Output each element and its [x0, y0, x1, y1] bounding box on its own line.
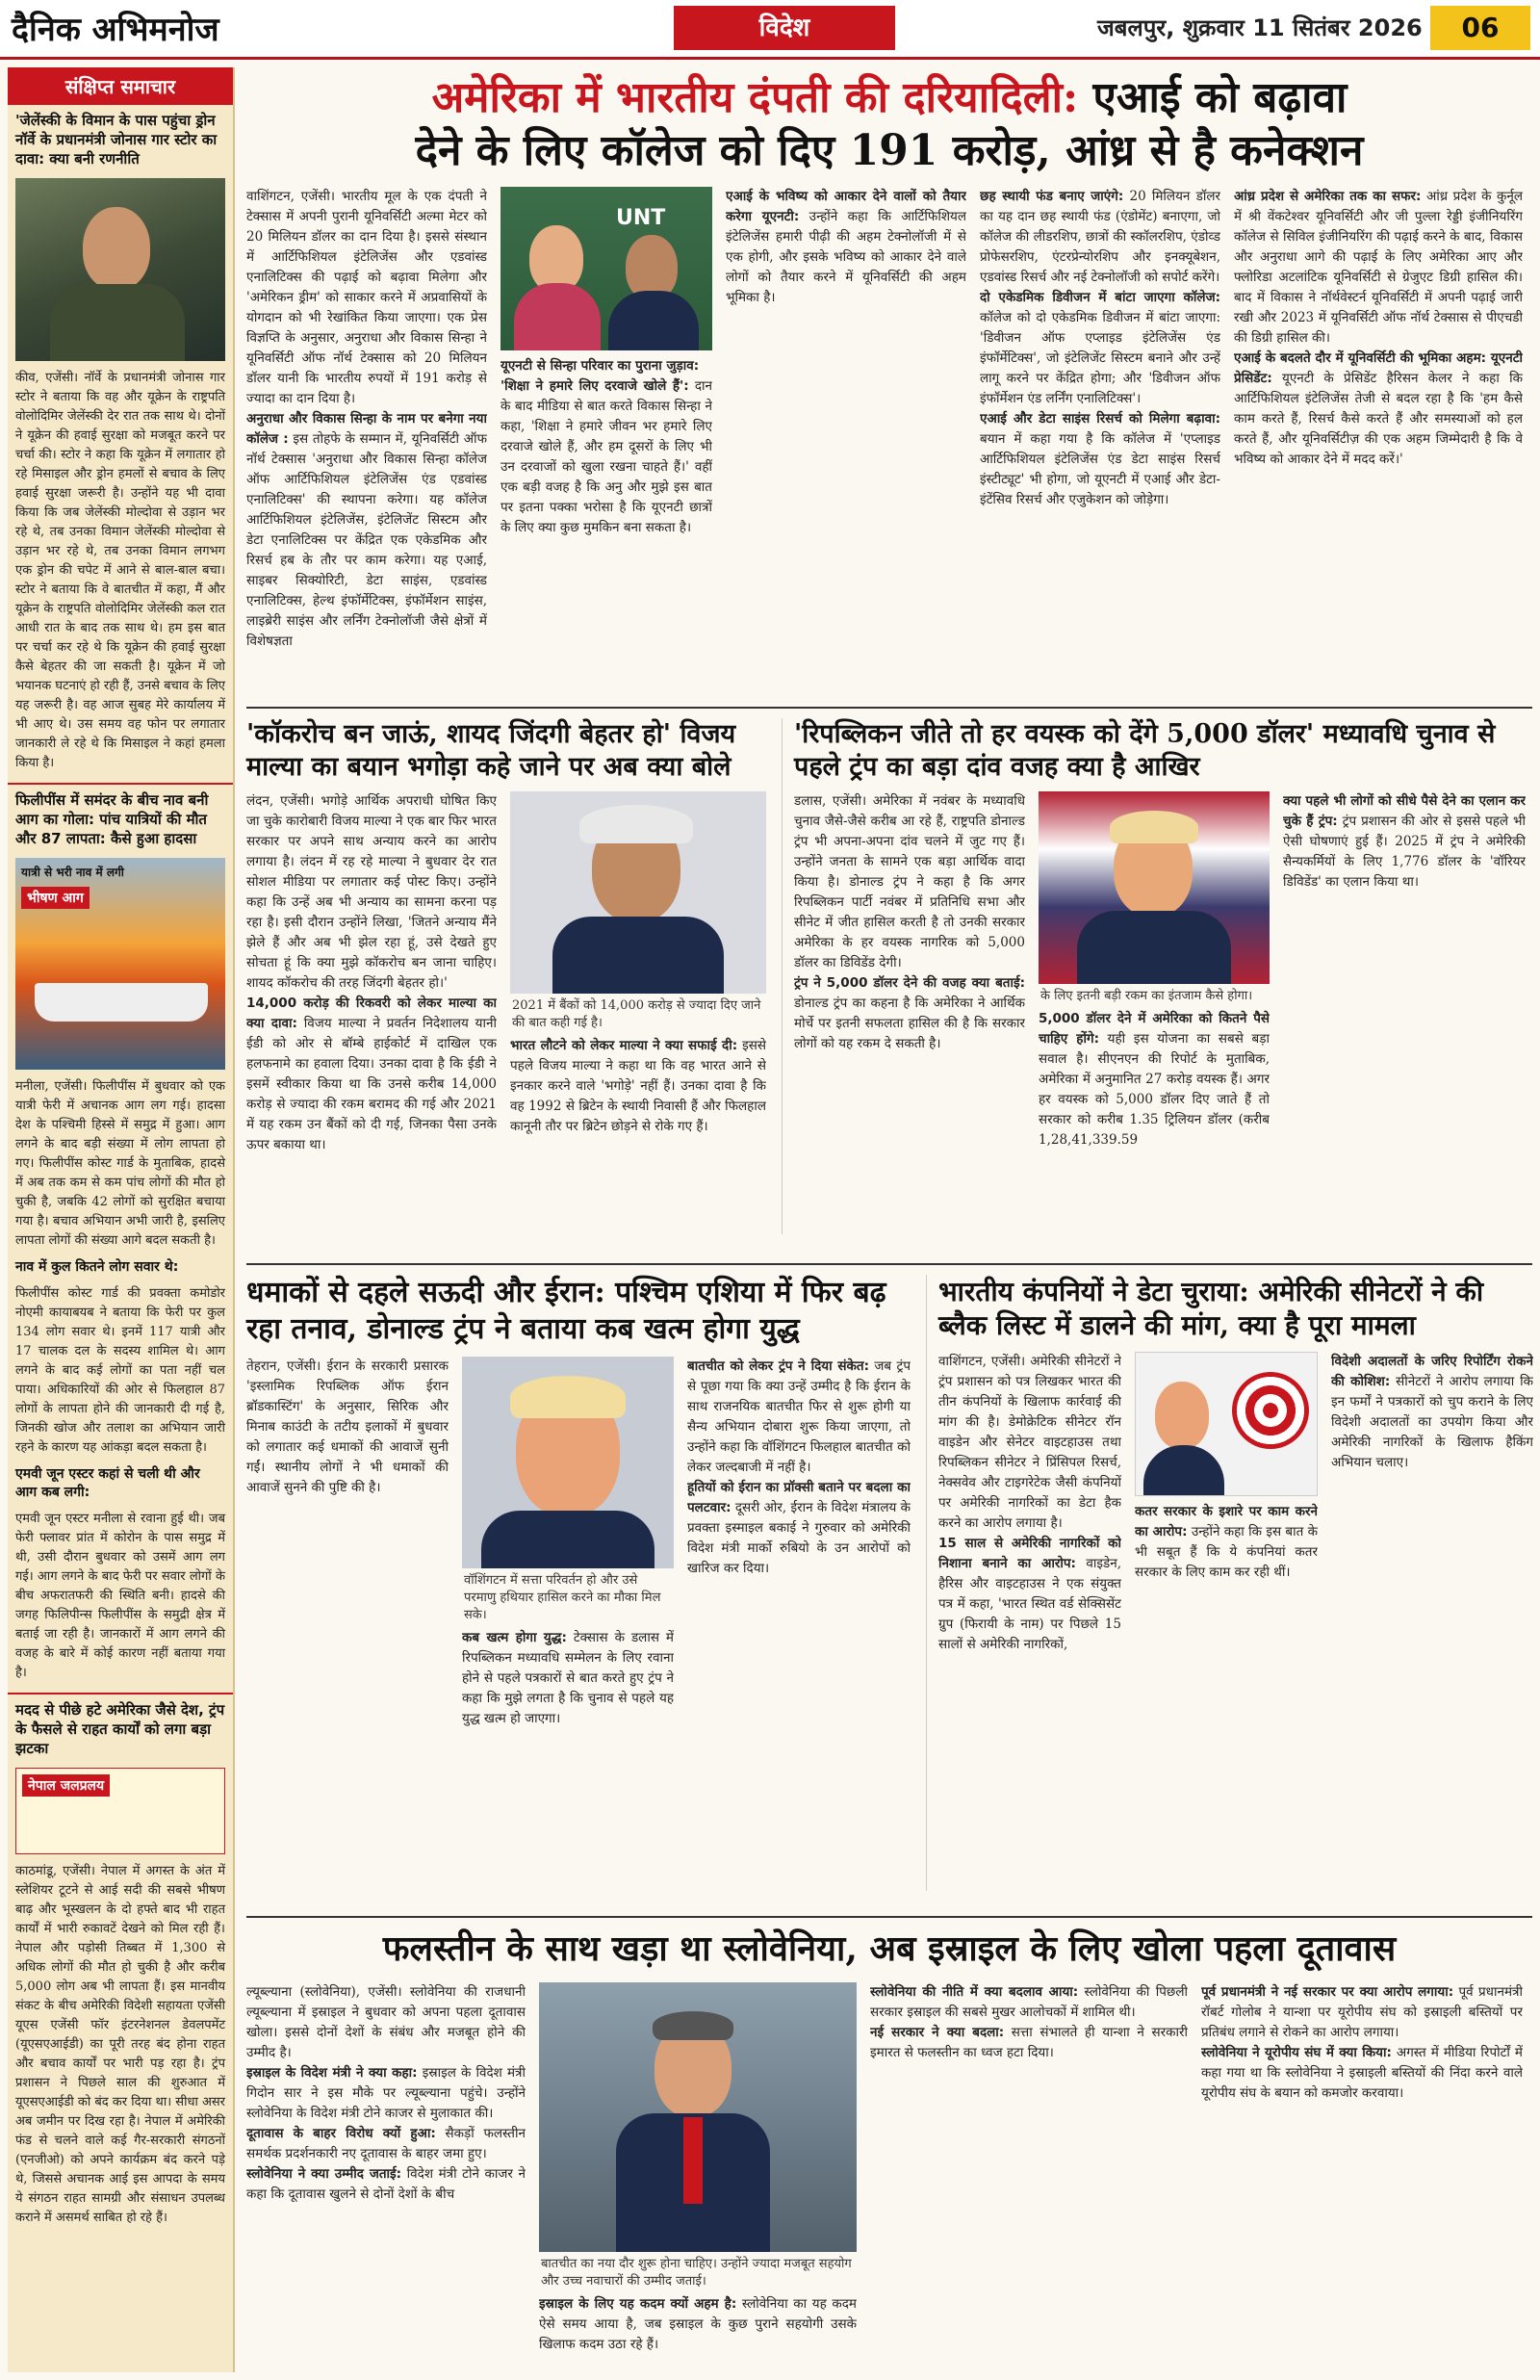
saudi-iran-text-4: दूसरी ओर, ईरान के विदेश मंत्रालय के प्रवक्ता इस्माइल बकाई ने गुरुवार को अमेरिकी विदेश मंत्री मार्को रुबियो के उन आरोपों को खारिज कर दिया। [687, 1500, 911, 1576]
lead-text-4: उन्होंने कहा कि आर्टिफिशियल इंटेलिजेंस हमारी पीढ़ी की अहम टेक्नोलॉजी में से एक होगी, और इसके भविष्य को आकार देने वाले लोगों को तैयार करने में यूनिवर्सिटी की अहम भूमिका है। [726, 209, 966, 305]
slovenia-sub-3: स्लोवेनिया ने क्या उम्मीद जताई: [246, 2166, 402, 2182]
slovenia-sub-1: इस्राइल के विदेश मंत्री ने क्या कहा: [246, 2065, 418, 2081]
mallya-photo-caption: 2021 में बैंकों को 14,000 करोड़ से ज्यादा दिए जाने की बात कही गई है। [512, 997, 761, 1030]
ferry-fire-caption: यात्री से भरी नाव में लगी [21, 866, 124, 879]
gideon-saar-photo [539, 1982, 857, 2252]
lead-sub-3: एआई के भविष्य को आकार देने वालों को तैयार करेगा यूएनटी: [726, 189, 966, 224]
trump-dividend-headline-black: मध्यावधि चुनाव से पहले ट्रंप का बड़ा दांव वजह क्या है आखिर [794, 719, 1496, 782]
brief-title-nepal: मदद से पीछे हटे अमेरिका जैसे देश, ट्रंप के फैसले से राहत कार्यों को लगा बड़ा झटका [8, 1693, 233, 1764]
sinha-couple-photo [500, 187, 712, 350]
trump-portrait-photo [462, 1357, 674, 1568]
row-three [246, 1275, 1532, 1910]
brief-body-zelensky: कीव, एजेंसी। नॉर्वे के प्रधानमंत्री जोनास गार स्टोर ने बताया कि वह और यूक्रेन के राष्ट्रपति वोलोदिमिर जेलेंस्की देर रात तक साथ थे। दोनों ने यूक्रेन की हवाई सुरक्षा को मजबूत करने पर चर्चा की। स्टोर ने कहा कि यूक्रेन में लगातार हो रहे मिसाइल और ड्रोन हमलों से बचाव के लिए हवाई सुरक्षा जरूरी है। उन्होंने यह भी दावा किया कि जब जेलेंस्की मोल्दोवा से उड़ान भर रहे थे, तब उनका विमान जेलेंस्की मोल्दोवा से उड़ान भर रहे थे, तब उनका विमान लगभग एक ड्रोन की चपेट में आने से बाल-बाल बचा। स्टोर ने बताया कि वे बातचीत में कहा, मैं और यूक्रेन के राष्ट्रपति वोलोदिमिर जेलेंस्की कल रात आधी रात के बाद तक साथ थे। हम इस बात पर चर्चा कर रहे थे कि यूक्रेन की हवाई सुरक्षा कैसे बेहतर की जा सकती है। यूक्रेन में जो भयानक घटनाएं हो रही हैं, उनसे बचाव के लिए यह जरूरी है। वह आज सुबह मेरे कार्यालय में भी आए थे। उस समय वह फोन पर लगातार जानकारी ले रहे थे कि मिसाइल ने कहां हमला किया है। [15, 371, 225, 770]
data-theft-text-2: वाइडेन, हैरिस और वाइटहाउस ने एक संयुक्त पत्र में कहा, 'भारत स्थित वर्ड सेक्सिसेंट ग्रुप (फिरायी के नाम) पर पिछले 15 सालों से अमेरिकी नागरिकों, [938, 1556, 1121, 1652]
ferry-fire-photo [15, 858, 225, 1070]
slovenia-text-9: अगस्त में मीडिया रिपोर्टों में कहा गया था कि स्लोवेनिया ने इस्राइली बस्तियों की निंदा करने वाले यूरोपीय संघ के बयान को कमजोर करवाया। [1201, 2045, 1523, 2101]
trump-dividend-sub-1: ट्रंप ने 5,000 डॉलर देने की वजह क्या बताई: [794, 974, 1025, 991]
slovenia-text-6: स्लोवेनिया की पिछली सरकार इस्राइल की सबसे मुखर आलोचकों में शामिल थी। [870, 1984, 1188, 2020]
saudi-iran-sub-1: कब खत्म होगा युद्ध: [462, 1630, 567, 1645]
saudi-iran-text-1: तेहरान, एजेंसी। ईरान के सरकारी प्रसारक 'इस्लामिक रिपब्लिक ऑफ ईरान ब्रॉडकास्टिंग' के अनुसार, सिरिक और मिनाब काउंटी के तटीय इलाकों में बुधवार को लगातार कई धमाकों की आवाजें सुनी गईं। स्थानीय लोगों ने भी धमाकों की आवाजें सुनने की पुष्टि की है। [246, 1358, 449, 1495]
mallya-sub-2: भारत लौटने को लेकर माल्या ने क्या सफाई दी: [510, 1037, 738, 1053]
newspaper-logo: दैनिक अभिमनोज [12, 11, 219, 49]
lead-sub-6: एआई और डेटा साइंस रिसर्च को मिलेगा बढ़ावा: [980, 411, 1220, 427]
lead-sub-2: 'शिक्षा ने हमारे लिए दरवाजे खोले हैं': [500, 378, 689, 394]
lead-text-8: आंध्र प्रदेश के कुर्नूल में श्री वेंकटेश्वर यूनिवर्सिटी और जी पुल्ला रेड्डी इंजीनियरिंग कॉलेज से सिविल इंजीनियरिंग की पढ़ाई करने के बाद, विकास और अनुराधा आगे की पढ़ाई के लिए अमेरिका आए और फ्लोरिडा अटलांटिक यूनिवर्सिटी से ग्रेजुएट डिग्री हासिल की। बाद में विकास ने नॉर्थवेस्टर्न यूनिवर्सिटी में अपनी पढ़ाई जारी रखी और 2023 में यूनिवर्सिटी ऑफ नॉर्थ टेक्सास से पीएचडी की डिग्री हासिल की। [1234, 189, 1523, 346]
data-theft-sub-1: 15 साल से अमेरिकी नागरिकों को निशाना बनाने का आरोप: [938, 1536, 1121, 1571]
trump-dividend-text-4: ट्रंप प्रशासन की ओर से इससे पहले भी ऐसी घोषणाएं हुई हैं। 2025 में ट्रंप ने अमेरिकी सैन्यकर्मियों के लिए 1,776 डॉलर के 'वॉरियर डिविडेंड' का एलान किया था। [1283, 813, 1526, 890]
trump-dividend-sub-3: क्या पहले भी लोगों को सीधे पैसे देने का एलान कर चुके हैं ट्रंप: [1283, 792, 1526, 829]
lead-text-9: यूएनटी के प्रेसिडेंट हैरिसन केलर ने कहा कि आर्टिफिशियल इंटेलिजेंस तेजी से बदल रहा है कि 'हम कैसे काम करते हैं, रिसर्च कैसे करते हैं और समस्याओं को हल करते हैं, और यूनिवर्सिटीज़ की एक अहम जिम्मेदारी है कि वे भविष्य को आकार देने में मदद करें।' [1234, 371, 1523, 467]
lead-text-3: दान के बाद मीडिया से बात करते विकास सिन्हा ने कहा, 'शिक्षा ने हमारे जीवन भर हमारे लिए दरवाजे खोले हैं, और हम दूसरों के लिए भी उन दरवाजों को खुला रखना चाहते हैं।' वहीं एक बड़ी वजह है कि अनु और मुझे इस बात पर इतना पक्का भरोसा है कि यूएनटी छात्रों के लिए क्या कुछ मुमकिन बना सकता है। [500, 378, 712, 535]
lead-text-5: 20 मिलियन डॉलर का यह दान छह स्थायी फंड (एंडोमेंट) बनाएगा, जो कॉलेज की लीडरशिप, छात्रों की स्कॉलरशिप, एंडोव्ड प्रोफेसरशिप, एंटरप्रेन्योरशिप और इनक्यूबेशन, एडवांस्ड रिसर्च और नई टेक्नोलॉजी को सपोर्ट करेंगे। [980, 189, 1220, 285]
brief-title-philippines: फिलीपींस में समंदर के बीच नाव बनी आग का गोला: पांच यात्रियों की मौत और 87 लापता: कैसे हुआ हादसा [8, 783, 233, 854]
zelensky-photo [15, 178, 225, 361]
data-theft-headline-red: भारतीय कंपनियों ने डेटा चुराया: [938, 1276, 1249, 1307]
lead-story [246, 187, 1532, 697]
data-theft-text-1: वाशिंगटन, एजेंसी। अमेरिकी सीनेटरों ने ट्रंप प्रशासन को पत्र लिखकर भारत की तीन कंपनियों के खिलाफ कार्रवाई की मांग की है। डेमोक्रेटिक सीनेटर रॉन वाइडेन और सेनेटर वाइटहाउस तथा रिपब्लिकन सीनेटर ने प्रिंसिपल रिसर्च, नेक्सवेव और टाइगरेटेक जैसी कंपनियों पर अमेरिकी नागरिकों का डेटा हैक करने का आरोप लगाया है। [938, 1354, 1121, 1531]
slovenia-photo-caption: बातचीत का नया दौर शुरू होना चाहिए। उन्होंने ज्यादा मजबूत सहयोग और उच्च नवाचारों की उम्मीद जताई। [541, 2257, 852, 2289]
trump-dividend-text-3: यही इस योजना का सबसे बड़ा सवाल है। सीएनएन की रिपोर्ट के मुताबिक, अमेरिका में अनुमानित 27 करोड़ वयस्क हैं। अगर हर वयस्क को 5,000 डॉलर दिए जाते हैं तो सरकार को करीब 1.35 ट्रिलियन डॉलर (करीब 1,28,41,339.59 [1039, 1030, 1270, 1148]
trump-dividend-text-1: डलास, एजेंसी। अमेरिका में नवंबर के मध्यावधि चुनाव जैसे-जैसे करीब आ रहे हैं, राष्ट्रपति डोनाल्ड ट्रंप भी अपना-अपना दांव चलने में जुट गए हैं। उन्होंने जनता के सामने एक बड़ा आर्थिक वादा किया है। डोनाल्ड ट्रंप ने कहा है कि अगर रिपब्लिकन पार्टी नवंबर में प्रतिनिधि सभा और सीनेट में जीत हासिल करती है तो उनकी सरकार अमेरिका के हर वयस्क नागरिक को 5,000 डॉलर का डिविडेंड देगी। [794, 792, 1025, 970]
trump-dividend-story [782, 718, 1532, 1234]
slovenia-sub-8: स्लोवेनिया ने यूरोपीय संघ में क्या किया: [1201, 2045, 1392, 2060]
mallya-headline-black: विजय माल्या का बयान भगोड़ा कहे जाने पर अब क्या बोले [246, 719, 736, 782]
trump-dividend-text-2: डोनाल्ड ट्रंप का कहना है कि अमेरिका ने आर्थिक मोर्चे पर इतनी सफलता हासिल की है कि सरकार लोगों को यह रकम दे सकती है। [794, 995, 1025, 1051]
brief-title-zelensky: 'जेलेंस्की के विमान के पास पहुंचा ड्रोन नॉर्वे के प्रधानमंत्री जोनास गार स्टोर का दावा: क्या बनी रणनीति [15, 112, 218, 168]
slovenia-text-5: स्लोवेनिया का यह कदम ऐसे समय आया है, जब इस्राइल के कुछ पुराने सहयोगी उसके खिलाफ कदम उठा रहे हैं। [539, 2296, 857, 2352]
lead-sub-5: दो एकेडमिक डिवीजन में बांटा जाएगा कॉलेज: [980, 290, 1220, 305]
lead-text-6: कॉलेज को दो एकेडमिक डिवीजन में बांटा जाएगा: 'डिवीजन ऑफ एप्लाइड इंटेलिजेंस एंड इंफॉर्मेटिक्स', जो इंटेलिजेंट सिस्टम बनाने और उन्हें लागू करने पर केंद्रित होगा; और 'डिवीजन ऑफ इंफॉर्मेशन एंड लर्निंग एनालिटिक्स'। [980, 310, 1220, 406]
mallya-photo [510, 791, 766, 994]
lead-sub-7: आंध्र प्रदेश से अमेरिका तक का सफर: [1234, 189, 1422, 204]
trump-portrait-caption: वॉशिंगटन में सत्ता परिवर्तन हो और उसे परमाणु हथियार हासिल करने का मौका मिल सके। [464, 1573, 661, 1622]
brief-sub-passengers: नाव में कुल कितने लोग सवार थे: [15, 1259, 179, 1275]
lead-photo-caption: यूएनटी से सिन्हा परिवार का पुराना जुड़ाव: [500, 358, 700, 374]
data-theft-text-4: सीनेटरों ने आरोप लगाया कि इन फर्मों ने पत्रकारों को चुप कराने के लिए विदेशी अदालतों का उपयोग किया और अमेरिकी नागरिकों के खिलाफ हैकिंग अभियान चलाए। [1331, 1374, 1533, 1470]
ferry-fire-tag: भीषण आग [21, 887, 90, 909]
slovenia-sub-6: नई सरकार ने क्या बदला: [870, 2025, 1005, 2040]
data-theft-sub-2: कतर सरकार के इशारे पर काम करने का आरोप: [1135, 1504, 1318, 1539]
slovenia-sub-2: दूतावास के बाहर विरोध क्यों हुआ: [246, 2126, 436, 2141]
lead-headline-black1: एआई को बढ़ावा [1092, 73, 1348, 122]
mallya-text-1: लंदन, एजेंसी। भगोड़े आर्थिक अपराधी घोषित किए जा चुके कारोबारी विजय माल्या ने एक बार फिर भारत सरकार पर अपने साथ अन्याय करने का आरोप लगाया है। लंदन में रह रहे माल्या ने बुधवार देर रात सोशल मीडिया पर लगातार कई पोस्ट किए। उन्होंने कहा कि उन्हें अब भी अन्याय का सामना करना पड़ रहा है। इसी दौरान उन्होंने लिखा, 'जितने अन्याय मैंने झेले हैं और अब भी झेल रहा हूं, उसे देखते हुए सोचता हूं कि क्या मुझे कॉकरोच बन जाना चाहिए। शायद कॉकरोच की तरह जिंदगी बेहतर हो।' [246, 792, 497, 991]
dateline: जबलपुर, शुक्रवार 11 सितंबर 2026 [1097, 14, 1423, 41]
masthead [0, 0, 1540, 60]
brief-body-nepal: काठमांडू, एजेंसी। नेपाल में अगस्त के अंत में स्लेशियर टूटने से आई सदी की सबसे भीषण बाढ़ और भूस्खलन के दो हफ्ते बाद भी राहत कार्यों में भारी रुकावटें देखने को मिल रही हैं। नेपाल और पड़ोसी तिब्बत में 1,300 से अधिक लोगों की मौत हो चुकी है और करीब 5,000 लोग अब भी लापता हैं। इस मानवीय संकट के बीच अमेरिकी विदेशी सहायता एजेंसी यूएस एजेंसी फॉर इंटरनेशनल डेवलपमेंट (यूएसएआईडी) का पूरी तरह बंद होना राहत और बचाव कार्यों पर भारी पड़ रहा है। ट्रंप प्रशासन ने पिछले साल की शुरुआत में यूएसएआईडी को बंद कर दिया था। सीधा असर अब जमीन पर दिख रहा है। नेपाल में अमेरिकी फंड से चलने वाले कई गैर-सरकारी संगठनों (एनजीओ) को अपने कार्यक्रम बंद करने पड़े थे, जिससे अचानक आई इस आपदा के समय ये संगठन राहत सामग्री और संसाधन उपलब्ध कराने में असमर्थ साबित हो रहे हैं। [15, 1864, 225, 2225]
saudi-iran-headline-red: धमाकों से दहले सऊदी और ईरान: [246, 1276, 605, 1309]
slovenia-text-1: ल्यूब्ल्याना (स्लोवेनिया), एजेंसी। स्लोवेनिया की राजधानी ल्यूब्ल्याना में इस्राइल ने बुधवार को अपना पहला दूतावास खोला। इससे दोनों देशों के संबंध और मजबूत होने की उम्मीद है। [246, 1984, 526, 2060]
trump-dividend-headline-red: 'रिपब्लिकन जीते तो हर वयस्क को देंगे 5,000 डॉलर' [794, 719, 1315, 749]
brief-sub-ferry: एमवी जून एस्टर कहां से चली थी और आग कब लगी: [15, 1466, 200, 1500]
lead-headline-red: अमेरिका में भारतीय दंपती की दरियादिली: [431, 73, 1079, 122]
data-theft-text-3: उन्होंने कहा कि इस बात के भी सबूत हैं कि ये कंपनियां कतर सरकार के लिए काम कर रही थीं। [1135, 1524, 1318, 1580]
slovenia-text-7: सत्ता संभालते ही यान्शा ने सरकारी इमारत से फलस्तीन का ध्वज हटा दिया। [870, 2025, 1188, 2060]
lead-headline-black2: देने के लिए कॉलेज को दिए 191 करोड़, आंध्र से है कनेक्शन [415, 126, 1364, 175]
lead-text-7: बयान में कहा गया है कि कॉलेज में 'एप्लाइड आर्टिफिशियल इंटेलिजेंस एंड डेटा साइंस रिसर्च इंस्टीट्यूट' भी होगा, जो यूएनटी में एआई और डेटा-इंटेंसिव रिसर्च और एजुकेशन को जोड़ेगा। [980, 431, 1220, 507]
saudi-iran-text-2: टेक्सास के डलास में रिपब्लिकन मध्यावधि सम्मेलन के लिए रवाना होने से पहले पत्रकारों से बात करते हुए ट्रंप ने कहा कि मुझे लगता है कि चुनाव से पहले यह युद्ध खत्म हो जाएगा। [462, 1630, 674, 1726]
lead-sub-4: छह स्थायी फंड बनाए जाएंगे: [980, 189, 1124, 204]
saudi-iran-sub-2: बातचीत को लेकर ट्रंप ने दिया संकेत: [687, 1358, 869, 1374]
nepal-flood-tag: नेपाल जलप्रलय [22, 1774, 110, 1797]
mallya-text-3: इससे पहले विजय माल्या ने कहा था कि वह भारत आने से इनकार करने वाले 'भगोड़े' नहीं हैं। उनका दावा है कि वह 1992 से ब्रिटेन के स्थायी निवासी हैं और फिलहाल कानूनी तौर पर ब्रिटेन छोड़ने से रोके गए हैं। [510, 1037, 766, 1134]
slovenia-text-8: पूर्व प्रधानमंत्री रॉबर्ट गोलोब ने यान्शा पर यूरोपीय संघ को इस्राइली बस्तियों पर प्रतिबंध लगाने से रोकने का आरोप लगाया। [1201, 1984, 1523, 2040]
slovenia-sub-7: पूर्व प्रधानमंत्री ने नई सरकार पर क्या आरोप लगाया: [1201, 1984, 1454, 2000]
trump-flag-photo-caption: के लिए इतनी बड़ी रकम का इंतजाम कैसे होगा। [1040, 988, 1253, 1003]
brief-sub-ferry-body: एमवी जून एस्टर मनीला से रवाना हुई थी। जब फेरी फ्लावर प्रांत में कोरोन के पास समुद्र में थी, उसी दौरान बुधवार को उसमें आग लग गई। आग लगने के बाद फेरी पर सवार लोगों के बीच अफरातफरी की स्थिति बनी। हादसे की जगह फिलिपीन्स फिलीपींस के समुद्री क्षेत्र में बताई जा रही है। जानकारों में आग लगने की वजह के बारे में कोई कारण नहीं बताया गया है। [15, 1512, 225, 1680]
main-content [246, 67, 1532, 2380]
saudi-iran-story [246, 1275, 911, 1896]
sidebar-header: संक्षिप्त समाचार [8, 67, 233, 105]
data-theft-story [926, 1275, 1532, 1891]
unt-sign: UNT [616, 206, 666, 230]
section-label: विदेश [674, 6, 895, 50]
slovenia-text-2: इस्राइल के विदेश मंत्री गिदोन सार ने इस मौके पर ल्यूब्ल्याना पहुंचे। उन्होंने स्लोवेनिया के विदेश मंत्री टोने काजर से मुलाकात की। [246, 2065, 526, 2121]
sidebar-briefs [8, 67, 235, 2372]
slovenia-story [246, 1927, 1532, 2380]
slovenia-sub-5: स्लोवेनिया की नीति में क्या बदलाव आया: [870, 1984, 1079, 2000]
trump-target-graphic [1135, 1352, 1318, 1496]
saudi-iran-text-3: जब ट्रंप से पूछा गया कि क्या उन्हें उम्मीद है कि ईरान के साथ राजनयिक बातचीत फिर से शुरू होगी या सैन्य अभियान दोबारा शुरू किया जाएगा, तो उन्होंने कहा कि वॉशिंगटन फिलहाल बातचीत को लेकर जल्दबाजी में नहीं है। [687, 1358, 911, 1475]
brief-body-philippines: मनीला, एजेंसी। फिलीपींस में बुधवार को एक यात्री फेरी में अचानक आग लग गई। हादसा देश के पश्चिमी हिस्से में समुद्र में हुआ। आग लगने के बाद बड़ी संख्या में लोग लापता हो गए। फिलीपींस कोस्ट गार्ड के मुताबिक, हादसे में अब तक कम से कम पांच लोगों की मौत हो चुकी है, जबकि 42 लोगों को सुरक्षित बचाया गया है। बचाव अभियान अभी जारी है, इसलिए लापता लोगों की संख्या आगे बदल सकती है। [15, 1079, 225, 1248]
lead-headline [246, 67, 1532, 187]
slovenia-text-4: विदेश मंत्री टोने काजर ने कहा कि दूतावास खुलने से दोनों देशों के बीच [246, 2166, 526, 2202]
saudi-iran-sub-3: हूतियों को ईरान का प्रॉक्सी बताने पर बदला का पलटवार: [687, 1480, 911, 1515]
row-two [246, 718, 1532, 1257]
saudi-iran-headline-black: पश्चिम एशिया में फिर बढ़ रहा तनाव, डोनाल्ड ट्रंप ने बताया कब खत्म होगा युद्ध [246, 1276, 886, 1346]
trump-dividend-sub-2: 5,000 डॉलर देने में अमेरिका को कितने पैसे चाहिए होंगे: [1039, 1010, 1270, 1047]
lead-sub-8: एआई के बदलते दौर में यूनिवर्सिटी की भूमिका अहम: यूएनटी प्रेसिडेंट: [1234, 350, 1523, 386]
mallya-headline-red: 'कॉकरोच बन जाऊं, शायद जिंदगी बेहतर हो' [246, 719, 672, 749]
slovenia-headline: फलस्तीन के साथ खड़ा था स्लोवेनिया, अब इस्राइल के लिए खोला पहला दूतावास [382, 1928, 1397, 1969]
data-theft-sub-3: विदेशी अदालतों के जरिए रिपोर्टिंग रोकने की कोशिश: [1331, 1354, 1533, 1389]
data-theft-headline-black: अमेरिकी सीनेटरों ने की ब्लैक लिस्ट में डालने की मांग, क्या है पूरा मामला [938, 1276, 1484, 1341]
lead-sub-1: अनुराधा और विकास सिन्हा के नाम पर बनेगा नया कॉलेज : [246, 411, 487, 447]
page-number: 06 [1430, 6, 1530, 50]
mallya-sub-1: 14,000 करोड़ की रिकवरी को लेकर माल्या का क्या दावा: [246, 995, 497, 1031]
slovenia-sub-4: इस्राइल के लिए यह कदम क्यों अहम है: [539, 2296, 737, 2312]
lead-text-1: वाशिंगटन, एजेंसी। भारतीय मूल के एक दंपती ने टेक्सास में अपनी पुरानी यूनिवर्सिटी अल्मा मेटर को 20 मिलियन डॉलर का दान दिया है। इससे संस्थान में आर्टिफिशियल इंटेलिजेंस और एडवांस्ड एनालिटिक्स की पढ़ाई को बढ़ावा मिलेगा और 'अमेरिकन ड्रीम' को साकार करने में अप्रवासियों के योगदान को भी रेखांकित किया जाएगा। एक प्रेस विज्ञप्ति के अनुसार, अनुराधा और विकास सिन्हा ने यूनिवर्सिटी ऑफ नॉर्थ टेक्सास को 20 मिलियन डॉलर यानी कि भारतीय रुपयों में 191 करोड़ से ज्यादा का दान दिया है। [246, 189, 487, 406]
nepal-flood-graphic [15, 1768, 225, 1854]
brief-sub-passengers-body: फिलीपींस कोस्ट गार्ड की प्रवक्ता कमोडोर नोएमी कायाबयब ने बताया कि फेरी पर कुल 134 लोग सवार थे। इनमें 117 यात्री और 17 चालक दल के सदस्य शामिल थे। आग लगने के बाद कई लोगों का पता नहीं चल पाया। अधिकारियों की ओर से फिलहाल 87 लोगों के लापता होने की जानकारी दी गई है, जिनकी खोज और तलाश का अभियान जारी रहने के कारण यह आंकड़ा बदल सकता है। [15, 1286, 225, 1455]
trump-flag-photo [1039, 791, 1270, 984]
lead-text-2: इस तोहफे के सम्मान में, यूनिवर्सिटी ऑफ नॉर्थ टेक्सास 'अनुराधा और विकास सिन्हा कॉलेज ऑफ आर्टिफिशियल इंटेलिजेंस एंड एडवांस्ड एनालिटिक्स' की स्थापना करेगा। यह कॉलेज आर्टिफिशियल इंटेलिजेंस, इंटेलिजेंट सिस्टम और डेटा एनालिटिक्स पर केंद्रित एक एकेडमिक और रिसर्च हब के तौर पर काम करेगा। यह एआई, साइबर सिक्योरिटी, डेटा साइंस, एडवांस्ड एनालिटिक्स, हेल्थ इंफॉर्मेटिक्स, इंफॉर्मेशन साइंस, लाइब्रेरी साइंस और लर्निंग टेक्नोलॉजी जैसे क्षेत्रों में विशेषज्ञता [246, 431, 487, 649]
mallya-text-2: विजय माल्या ने प्रवर्तन निदेशालय यानी ईडी को ओर से बॉम्बे हाईकोर्ट में दाखिल एक हलफनामे का हवाला दिया। उनका दावा है कि ईडी ने इसमें स्वीकार किया था कि उनसे करीब 14,000 करोड़ से ज्यादा की रकम बरामद की गई और 2021 में यह रकम उन बैंकों को दी गई, जिनका पैसा उनके ऊपर बकाया था। [246, 1015, 497, 1152]
slovenia-text-3: सैकड़ों फलस्तीन समर्थक प्रदर्शनकारी नए दूतावास के बाहर जमा हुए। [246, 2126, 526, 2161]
mallya-story [246, 718, 766, 1234]
